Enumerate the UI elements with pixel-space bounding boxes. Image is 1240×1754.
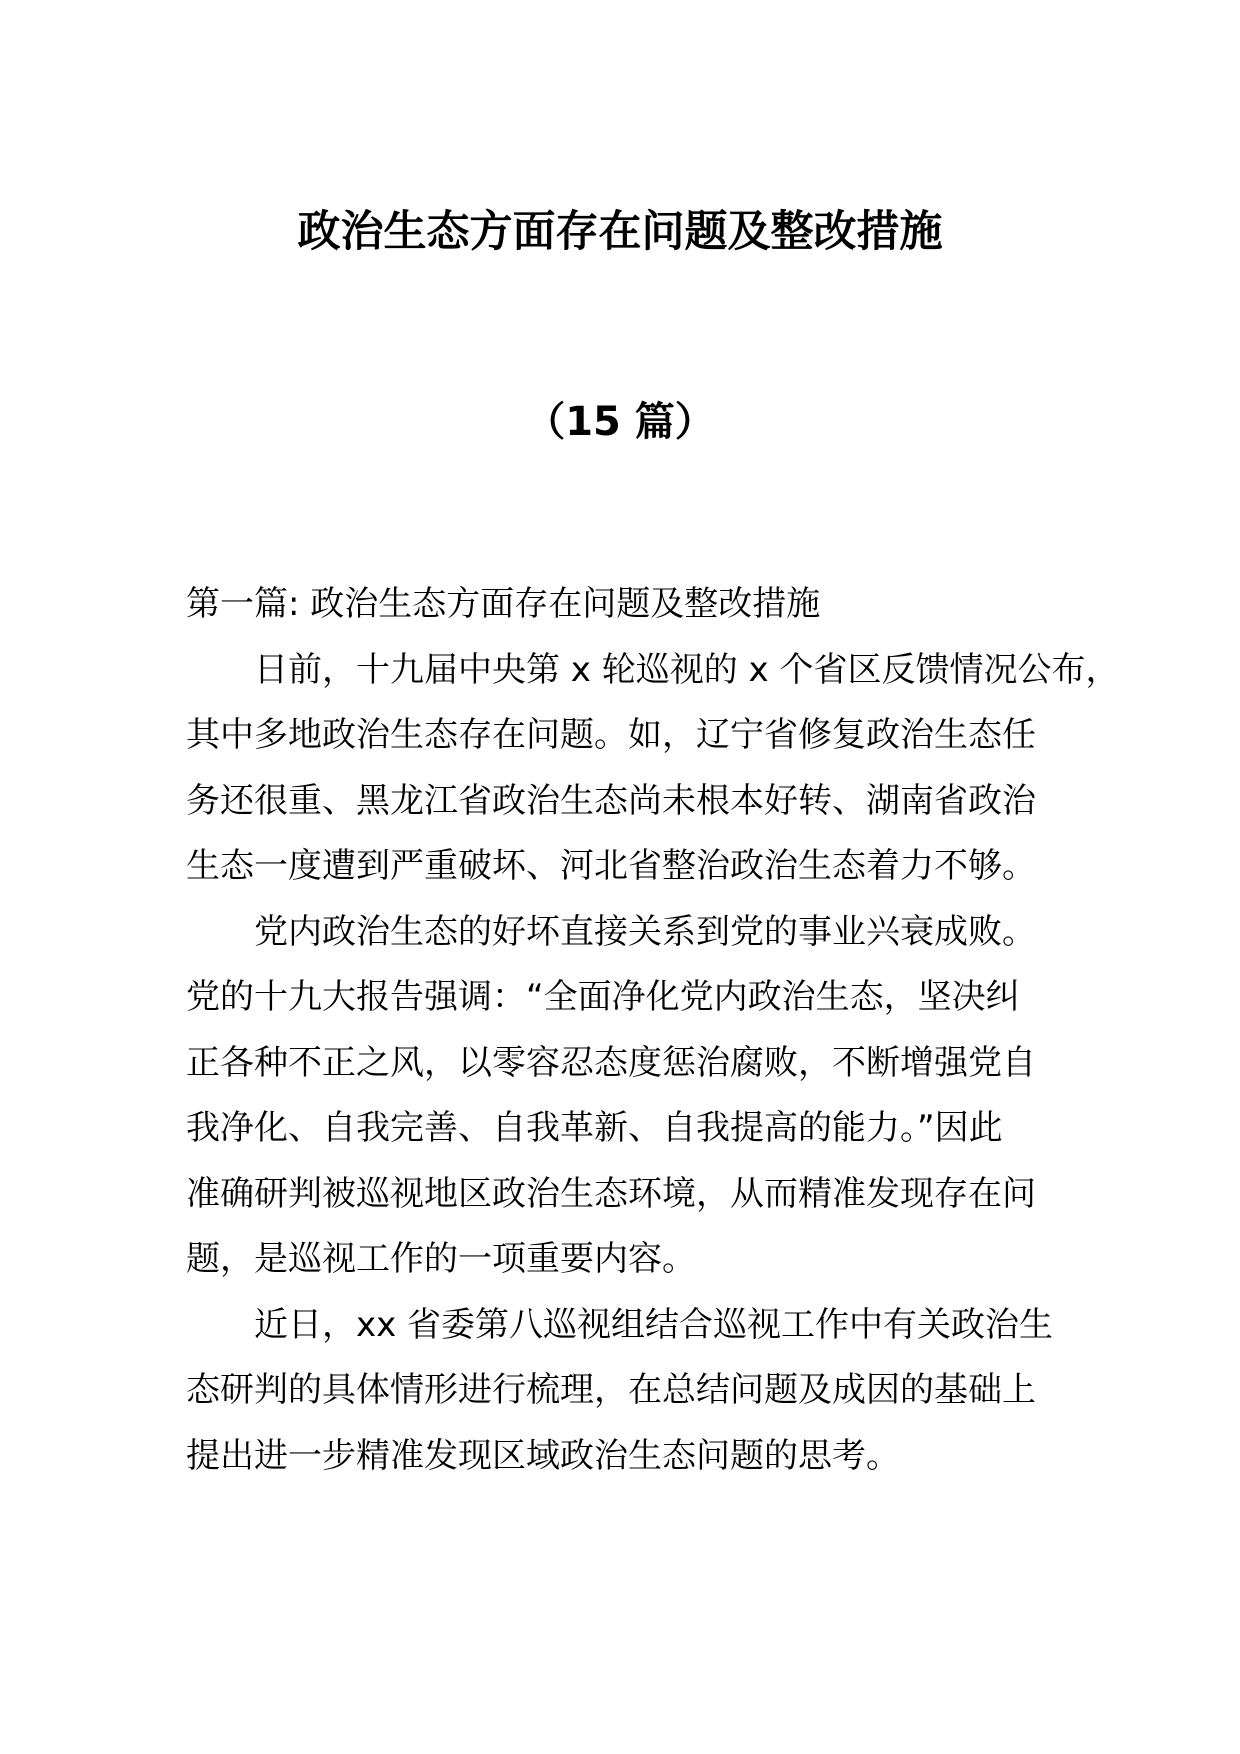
paragraph-line: 提出进一步精准发现区域政治生态问题的思考。 [186,1435,900,1476]
paragraph-line: 题，是巡视工作的一项重要内容。 [186,1239,696,1279]
document-title: 政治生态方面存在问题及整改措施 [297,207,943,257]
paragraph-line: 我净化、自我完善、自我革新、自我提高的能力。”因此 [186,1108,1003,1148]
paragraph-line: 务还很重、黑龙江省政治生态尚未根本好转、湖南省政治 [186,780,1036,821]
paragraph-line: 生态一度遭到严重破坏、河北省整治政治生态着力不够。 [186,846,1036,886]
section-heading: 第一篇: 政治生态方面存在问题及整改措施 [186,584,821,624]
paragraph-line: 正各种不正之风，以零容忍态度惩治腐败，不断增强党自 [186,1042,1036,1083]
document-body [186,572,1120,1489]
paragraph-line: 近日，xx 省委第八巡视组结合巡视工作中有关政治生 [254,1304,1054,1345]
paragraph-line: 党内政治生态的好坏直接关系到党的事业兴衰成败。 [254,911,1036,952]
paragraph-line: 其中多地政治生态存在问题。如，辽宁省修复政治生态任 [186,715,1036,755]
paragraph-line: 党的十九大报告强调：“全面净化党内政治生态，坚决纠 [186,977,1020,1017]
paragraph-line: 态研判的具体情形进行梳理，在总结问题及成因的基础上 [186,1370,1036,1410]
paragraph-1 [186,638,1120,900]
paragraph-3 [186,1293,1056,1490]
document-subtitle: （15 篇） [525,399,715,445]
paragraph-2 [186,900,1056,1293]
paragraph-line: 日前，十九届中央第 x 轮巡视的 x 个省区反馈情况公布， [254,649,1120,690]
paragraph-line: 准确研判被巡视地区政治生态环境，从而精准发现存在问 [186,1173,1036,1214]
